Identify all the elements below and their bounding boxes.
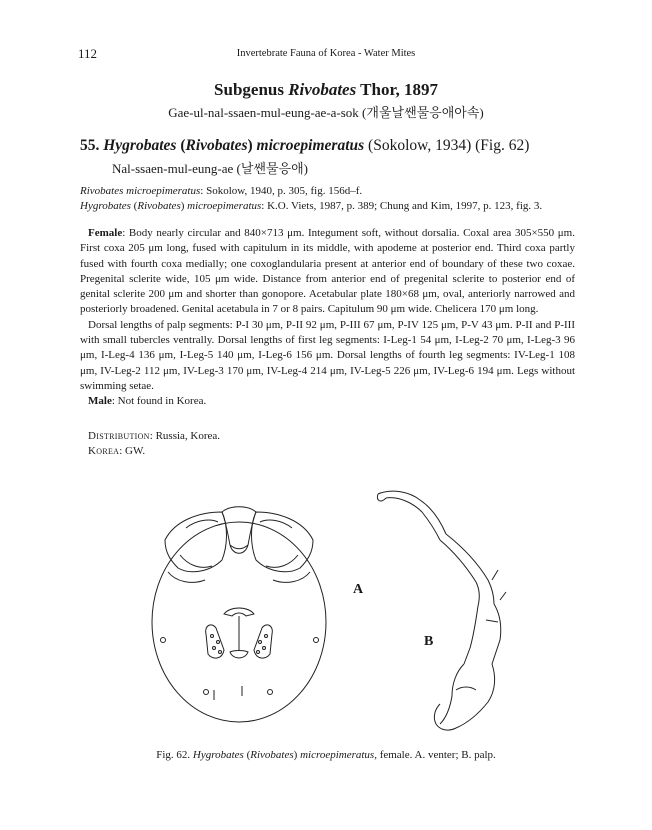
species-heading: 55. Hygrobates (Rivobates) microepimeratus (Sokolow, 1934) (Fig. 62) <box>80 137 530 154</box>
subgenus-korean-name: Gae-ul-nal-ssaen-mul-eung-ae-a-sok (개울날쌘물응애아속) <box>168 105 484 120</box>
figure-62-drawings <box>0 470 652 745</box>
figure-label-b: B <box>424 634 434 649</box>
running-title: Invertebrate Fauna of Korea - Water Mites <box>236 48 416 59</box>
species-korean-name: Nal-ssaen-mul-eung-ae (날쌘물응애) <box>112 161 308 176</box>
figure-label-a: A <box>353 582 364 597</box>
male-paragraph: Male: Not found in Korea. <box>88 395 207 408</box>
korea-line: Korea: GW. <box>88 445 146 457</box>
page-number: 112 <box>78 46 98 61</box>
figure-caption: Fig. 62. Hygrobates (Rivobates) microepimeratus, female. A. venter; B. palp. <box>156 749 496 761</box>
synonymy-line: Rivobates microepimeratus: Sokolow, 1940, p. 305, fig. 156d–f. <box>80 185 363 197</box>
distribution-line: Distribution: Russia, Korea. <box>88 430 221 442</box>
synonymy-line: Hygrobates (Rivobates) microepimeratus: K.O. Viets, 1987, p. 389; Chung and Kim, 1997, p. 123, fig. 3. <box>80 200 543 212</box>
subgenus-heading: Subgenus Rivobates Thor, 1897 <box>214 80 438 99</box>
palp-drawing <box>377 491 506 730</box>
description <box>80 226 575 410</box>
female-paragraph: Female: Body nearly circular and 840×713 μm. Integument soft, without dorsalia. Coxal area 305×550 μm. First coxa 205 μm long, fused with capitulum in its middle, with apodeme at posterior end. Third coxa partly fused with fourth coxa medially; one coxoglandularia present at anterior end of boundary of these two coxae. Pregenital sclerite wide, 105 μm wide. Distance from anterior end of pregenital sclerite to posterior end of genital sclerite 200 μm and shorter than gonopore. Acetabular plate 180×68 μm, oval, anteriorly narrowed and posteriorly broadened. Genital acetabula in 7 or 8 pairs. Capitulum 90 μm wide. Chelicera 170 μm long. <box>80 227 575 316</box>
palp-paragraph: Dorsal lengths of palp segments: P-I 30 μm, P-II 92 μm, P-III 67 μm, P-IV 125 μm, P-V 43 μm. P-II and P-III with small tubercles ventrally. Dorsal lengths of first leg segments: I-Leg-1 54 μm, I-Leg-2 70 μm, I-Leg-3 96 μm, I-Leg-4 136 μm, I-Leg-5 140 μm, I-Leg-6 156 μm. Dorsal lengths of fourth leg segments: IV-Leg-1 108 μm, IV-Leg-2 112 μm, IV-Leg-3 170 μm, IV-Leg-4 214 μm, IV-Leg-5 226 μm, IV-Leg-6 194 μm. Legs without swimming setae. <box>80 318 575 392</box>
venter-drawing <box>152 507 326 722</box>
